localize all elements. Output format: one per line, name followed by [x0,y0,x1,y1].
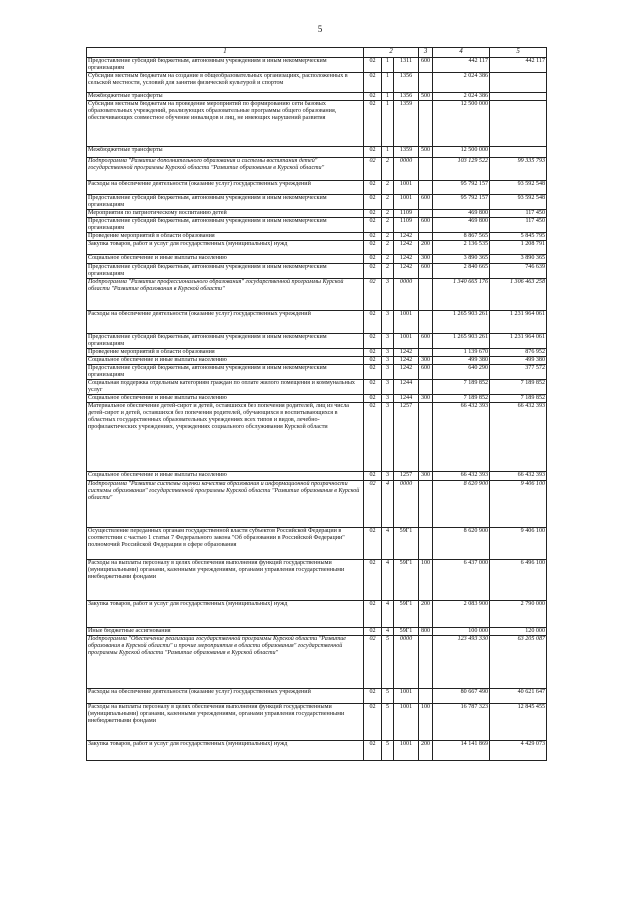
row-code-direction: 1311 [394,58,419,73]
table-row [87,58,547,73]
page-number: 5 [317,24,323,34]
row-value-year-1: 8 620 900 [433,528,490,560]
row-name: Предоставление субсидий бюджетным, автономным учреждениям и иным некоммерческим организациям [87,58,364,73]
row-code-program: 02 [364,395,382,403]
row-name: Предоставление субсидий бюджетным, автономным учреждениям и иным некоммерческим организациям [87,365,364,380]
table-row [87,636,547,689]
row-name: Межбюджетные трансферты [87,147,364,158]
row-code-direction: 1242 [394,349,419,357]
row-name: Расходы на выплаты персоналу в целях обеспечения выполнения функций государственными (муниципальными) органами, казенными учреждениями, органами управления государственными внебюджетными фондами [87,704,364,741]
row-code-subprogram: 2 [382,264,394,279]
table-row [87,210,547,218]
row-code-expense-type [419,210,433,218]
budget-table [86,47,547,761]
row-code-expense-type [419,528,433,560]
row-name: Проведение мероприятий в области образования [87,349,364,357]
row-code-program: 02 [364,147,382,158]
row-code-expense-type: 600 [419,365,433,380]
table-row [87,528,547,560]
row-code-program: 02 [364,334,382,349]
row-value-year-2: 40 621 647 [490,689,547,704]
row-name: Подпрограмма "Развитие системы оценки качества образования и информационной прозрачности системы образования" государственной программы Курской области "Развитие образования в Курской области" [87,481,364,528]
row-value-year-1: 95 792 157 [433,195,490,210]
row-value-year-2: 442 117 [490,58,547,73]
header-row [87,48,547,58]
table-row [87,181,547,195]
row-value-year-2: 5 845 795 [490,233,547,241]
row-value-year-2: 6 496 100 [490,560,547,601]
row-code-subprogram: 4 [382,628,394,636]
row-code-direction: 1244 [394,380,419,395]
row-code-expense-type [419,279,433,311]
header-col-2: 2 [364,48,419,58]
row-value-year-1: 469 800 [433,218,490,233]
table-row [87,218,547,233]
row-value-year-1: 1 265 903 261 [433,311,490,334]
row-code-expense-type: 600 [419,264,433,279]
row-code-expense-type [419,481,433,528]
row-name: Расходы на выплаты персоналу в целях обеспечения выполнения функций государственными (муниципальными) органами, казенными учреждениями, органами управления государственными внебюджетными фондами [87,560,364,601]
row-name: Проведение мероприятий в области образования [87,233,364,241]
row-name: Предоставление субсидий бюджетным, автономным учреждениям и иным некоммерческим организациям [87,195,364,210]
table-row [87,195,547,210]
row-value-year-2: 4 429 073 [490,741,547,761]
row-code-direction: 0000 [394,158,419,181]
table-row [87,365,547,380]
table-row [87,255,547,264]
row-code-program: 02 [364,380,382,395]
row-name: Социальная поддержка отдельным категориям граждан по оплате жилого помещения и коммунальных услуг [87,380,364,395]
row-code-expense-type: 300 [419,472,433,481]
row-code-expense-type: 200 [419,601,433,628]
row-code-program: 02 [364,101,382,147]
row-code-expense-type: 200 [419,241,433,255]
row-value-year-1: 1 139 670 [433,349,490,357]
row-code-subprogram: 5 [382,704,394,741]
row-code-expense-type [419,158,433,181]
row-code-direction: 59Г1 [394,601,419,628]
row-code-program: 02 [364,472,382,481]
row-code-subprogram: 4 [382,601,394,628]
row-code-direction: 0000 [394,481,419,528]
row-code-expense-type [419,181,433,195]
row-code-program: 02 [364,279,382,311]
row-code-expense-type: 300 [419,255,433,264]
row-code-program: 02 [364,528,382,560]
row-name: Закупка товаров, работ и услуг для государственных (муниципальных) нужд [87,741,364,761]
row-name: Предоставление субсидий бюджетным, автономным учреждениям и иным некоммерческим организациям [87,334,364,349]
row-code-expense-type [419,403,433,472]
row-code-program: 02 [364,311,382,334]
row-code-subprogram: 5 [382,636,394,689]
row-code-direction: 1242 [394,241,419,255]
row-code-direction: 1242 [394,255,419,264]
row-code-subprogram: 3 [382,311,394,334]
row-value-year-1: 2 024 386 [433,93,490,101]
row-name: Социальное обеспечение и иные выплаты населению [87,472,364,481]
row-value-year-1: 6 437 000 [433,560,490,601]
row-code-expense-type: 800 [419,628,433,636]
table-row [87,93,547,101]
table-row [87,279,547,311]
row-code-subprogram: 2 [382,181,394,195]
row-value-year-1: 80 667 490 [433,689,490,704]
row-value-year-2: 1 231 964 061 [490,334,547,349]
row-code-direction: 1001 [394,689,419,704]
row-value-year-1: 499 380 [433,357,490,365]
row-value-year-2: 499 380 [490,357,547,365]
row-code-direction: 1242 [394,357,419,365]
table-row [87,101,547,147]
row-name: Межбюджетные трансферты [87,93,364,101]
row-value-year-2: 63 205 087 [490,636,547,689]
table-row [87,481,547,528]
row-value-year-2: 66 432 393 [490,403,547,472]
table-row [87,601,547,628]
row-code-program: 02 [364,58,382,73]
row-code-subprogram: 1 [382,73,394,93]
row-name: Предоставление субсидий бюджетным, автономным учреждениям и иным некоммерческим организациям [87,264,364,279]
row-value-year-2 [490,93,547,101]
row-code-subprogram: 3 [382,395,394,403]
row-code-expense-type: 300 [419,357,433,365]
row-value-year-1: 12 500 000 [433,147,490,158]
row-name: Иные бюджетные ассигнования [87,628,364,636]
row-code-expense-type: 600 [419,195,433,210]
row-name: Предоставление субсидий бюджетным, автономным учреждениям и иным некоммерческим организациям [87,218,364,233]
row-name: Подпрограмма "Развитие дополнительного образования и системы воспитания детей" государственной программы Курской области "Развитие образования в Курской области" [87,158,364,181]
row-value-year-2: 876 952 [490,349,547,357]
row-code-expense-type: 200 [419,741,433,761]
table-row [87,403,547,472]
row-code-program: 02 [364,704,382,741]
row-code-expense-type: 100 [419,704,433,741]
row-code-subprogram: 2 [382,210,394,218]
row-code-subprogram: 2 [382,255,394,264]
row-value-year-2: 9 406 100 [490,481,547,528]
row-code-subprogram: 2 [382,233,394,241]
row-code-program: 02 [364,365,382,380]
row-value-year-1: 469 800 [433,210,490,218]
row-name: Закупка товаров, работ и услуг для государственных (муниципальных) нужд [87,601,364,628]
row-code-direction: 1242 [394,233,419,241]
table-row [87,349,547,357]
table-row [87,147,547,158]
table-row [87,628,547,636]
row-code-direction: 1359 [394,101,419,147]
row-value-year-1: 66 432 393 [433,472,490,481]
table-row [87,334,547,349]
header-col-5: 5 [490,48,547,58]
row-code-subprogram: 5 [382,741,394,761]
row-code-expense-type [419,233,433,241]
budget-table-body [87,48,547,761]
row-value-year-2: 377 572 [490,365,547,380]
row-code-subprogram: 4 [382,481,394,528]
row-value-year-1: 66 432 393 [433,403,490,472]
row-code-direction: 1001 [394,334,419,349]
row-code-expense-type: 500 [419,147,433,158]
row-code-direction: 59Г1 [394,560,419,601]
row-code-expense-type [419,380,433,395]
table-row [87,689,547,704]
row-value-year-2: 9 406 100 [490,528,547,560]
row-code-program: 02 [364,241,382,255]
row-value-year-2 [490,101,547,147]
table-row [87,380,547,395]
row-code-program: 02 [364,93,382,101]
row-code-direction: 1257 [394,472,419,481]
row-code-program: 02 [364,601,382,628]
row-code-expense-type [419,349,433,357]
row-code-program: 02 [364,195,382,210]
row-value-year-2: 2 790 000 [490,601,547,628]
row-value-year-1: 1 265 903 261 [433,334,490,349]
row-value-year-1: 7 189 852 [433,380,490,395]
row-value-year-1: 7 189 852 [433,395,490,403]
row-code-expense-type: 600 [419,218,433,233]
row-code-subprogram: 1 [382,93,394,101]
row-value-year-2 [490,73,547,93]
row-code-program: 02 [364,636,382,689]
row-code-direction: 1244 [394,395,419,403]
row-value-year-1: 8 867 565 [433,233,490,241]
row-code-expense-type [419,73,433,93]
row-code-program: 02 [364,560,382,601]
row-name: Материальное обеспечение детей-сирот и детей, оставшихся без попечения родителей, лиц из числа детей-сирот и детей, оставшихся без попечения родителей, обучающихся в воспитывающихся в областных государственных образовательных учреждениях всех типов и видов, лечебно-профилактических учреждениях, учреждениях социального обслуживания Курской области [87,403,364,472]
row-name: Мероприятия по патриотическому воспитанию детей [87,210,364,218]
row-code-subprogram: 4 [382,528,394,560]
row-name: Закупка товаров, работ и услуг для государственных (муниципальных) нужд [87,241,364,255]
row-code-subprogram: 3 [382,349,394,357]
row-value-year-1: 2 083 900 [433,601,490,628]
row-value-year-2: 746 639 [490,264,547,279]
row-code-expense-type: 100 [419,560,433,601]
row-code-direction: 1001 [394,704,419,741]
row-value-year-2: 99 335 793 [490,158,547,181]
table-row [87,704,547,741]
row-name: Расходы на обеспечение деятельности (оказание услуг) государственных учреждений [87,311,364,334]
row-value-year-2: 93 592 548 [490,195,547,210]
row-value-year-1: 16 787 323 [433,704,490,741]
row-value-year-2: 1 306 463 258 [490,279,547,311]
row-value-year-1: 640 290 [433,365,490,380]
row-code-subprogram: 5 [382,689,394,704]
row-name: Субсидии местным бюджетам на создание в общеобразовательных организациях, расположенных в сельской местности, условий для занятия физической культурой и спортом [87,73,364,93]
row-value-year-1: 123 493 330 [433,636,490,689]
row-code-program: 02 [364,264,382,279]
row-value-year-1: 103 129 522 [433,158,490,181]
table-row [87,233,547,241]
row-code-program: 02 [364,349,382,357]
row-code-program: 02 [364,481,382,528]
row-code-program: 02 [364,403,382,472]
row-name: Субсидии местным бюджетам на проведение мероприятий по формированию сети базовых образовательных учреждений, реализующих образовательные программы общего образования, обеспечивающих совместное обучение инвалидов и лиц, не имеющих нарушений развития [87,101,364,147]
row-value-year-1: 1 340 665 176 [433,279,490,311]
row-value-year-1: 2 024 386 [433,73,490,93]
row-code-direction: 0000 [394,279,419,311]
row-code-expense-type: 600 [419,334,433,349]
row-code-direction: 1242 [394,365,419,380]
header-col-1: 1 [87,48,364,58]
row-code-subprogram: 4 [382,560,394,601]
header-col-4: 4 [433,48,490,58]
row-code-expense-type [419,636,433,689]
table-row [87,395,547,403]
row-value-year-2: 12 845 455 [490,704,547,741]
table-row [87,73,547,93]
row-code-subprogram: 2 [382,195,394,210]
row-value-year-2: 7 189 852 [490,395,547,403]
row-code-program: 02 [364,218,382,233]
row-value-year-2: 66 432 393 [490,472,547,481]
row-code-subprogram: 1 [382,147,394,158]
table-row [87,472,547,481]
row-code-direction: 59Г1 [394,528,419,560]
row-value-year-1: 14 141 869 [433,741,490,761]
row-code-direction: 0000 [394,636,419,689]
row-name: Расходы на обеспечение деятельности (оказание услуг) государственных учреждений [87,689,364,704]
row-code-direction: 1109 [394,218,419,233]
row-code-direction: 1356 [394,73,419,93]
row-code-program: 02 [364,158,382,181]
row-code-program: 02 [364,628,382,636]
row-code-subprogram: 3 [382,357,394,365]
row-code-direction: 1001 [394,195,419,210]
row-code-subprogram: 2 [382,241,394,255]
row-code-subprogram: 3 [382,279,394,311]
row-value-year-1: 8 620 900 [433,481,490,528]
row-code-subprogram: 3 [382,365,394,380]
row-code-subprogram: 1 [382,101,394,147]
row-code-subprogram: 1 [382,58,394,73]
table-row [87,741,547,761]
row-code-subprogram: 2 [382,218,394,233]
row-value-year-2 [490,147,547,158]
row-name: Подпрограмма "Развитие профессионального образования" государственной программы Курской области "Развитие образования в Курской области" [87,279,364,311]
row-code-direction: 1001 [394,181,419,195]
row-code-program: 02 [364,255,382,264]
row-name: Социальное обеспечение и иные выплаты населению [87,395,364,403]
row-value-year-1: 2 840 665 [433,264,490,279]
row-value-year-2: 117 450 [490,210,547,218]
row-name: Социальное обеспечение и иные выплаты населению [87,357,364,365]
row-name: Расходы на обеспечение деятельности (оказание услуг) государственных учреждений [87,181,364,195]
row-code-direction: 1242 [394,264,419,279]
table-row [87,241,547,255]
row-code-subprogram: 3 [382,334,394,349]
row-code-program: 02 [364,181,382,195]
row-code-subprogram: 3 [382,472,394,481]
row-code-direction: 1001 [394,741,419,761]
row-code-program: 02 [364,210,382,218]
row-code-program: 02 [364,689,382,704]
table-row [87,311,547,334]
row-code-program: 02 [364,741,382,761]
row-code-direction: 1257 [394,403,419,472]
row-code-direction: 1109 [394,210,419,218]
row-code-subprogram: 3 [382,380,394,395]
row-value-year-2: 1 208 791 [490,241,547,255]
row-value-year-1: 95 792 157 [433,181,490,195]
row-code-expense-type [419,689,433,704]
row-value-year-2: 1 231 964 061 [490,311,547,334]
row-code-direction: 1001 [394,311,419,334]
row-name: Подпрограмма "Обеспечение реализации государственной программы Курской области "Развитие образования в Курской области" и прочие мероприятия в области образования" государственной программы Курской области "Развитие образования в Курской области" [87,636,364,689]
row-code-expense-type [419,311,433,334]
row-value-year-2: 120 000 [490,628,547,636]
row-value-year-1: 100 000 [433,628,490,636]
row-name: Осуществление переданных органам государственной власти субъектов Российской Федерации в соответствии с частью 1 статьи 7 Федерального закона "Об образовании в Российской Федерации" полномочий Российской Федерации в сфере образования [87,528,364,560]
row-value-year-2: 7 189 852 [490,380,547,395]
row-code-direction: 1356 [394,93,419,101]
row-code-expense-type: 300 [419,395,433,403]
row-value-year-1: 2 136 535 [433,241,490,255]
header-col-3: 3 [419,48,433,58]
row-code-subprogram: 2 [382,158,394,181]
row-code-subprogram: 3 [382,403,394,472]
row-code-direction: 59Г1 [394,628,419,636]
row-code-expense-type: 600 [419,58,433,73]
table-row [87,158,547,181]
row-value-year-2: 93 592 548 [490,181,547,195]
row-code-expense-type: 500 [419,93,433,101]
table-row [87,560,547,601]
row-value-year-2: 3 890 365 [490,255,547,264]
row-code-program: 02 [364,73,382,93]
table-row [87,264,547,279]
row-name: Социальное обеспечение и иные выплаты населению [87,255,364,264]
row-value-year-2: 117 450 [490,218,547,233]
row-code-direction: 1359 [394,147,419,158]
row-value-year-1: 12 500 000 [433,101,490,147]
row-code-program: 02 [364,233,382,241]
row-code-program: 02 [364,357,382,365]
table-row [87,357,547,365]
row-value-year-1: 442 117 [433,58,490,73]
row-code-expense-type [419,101,433,147]
row-value-year-1: 3 890 365 [433,255,490,264]
